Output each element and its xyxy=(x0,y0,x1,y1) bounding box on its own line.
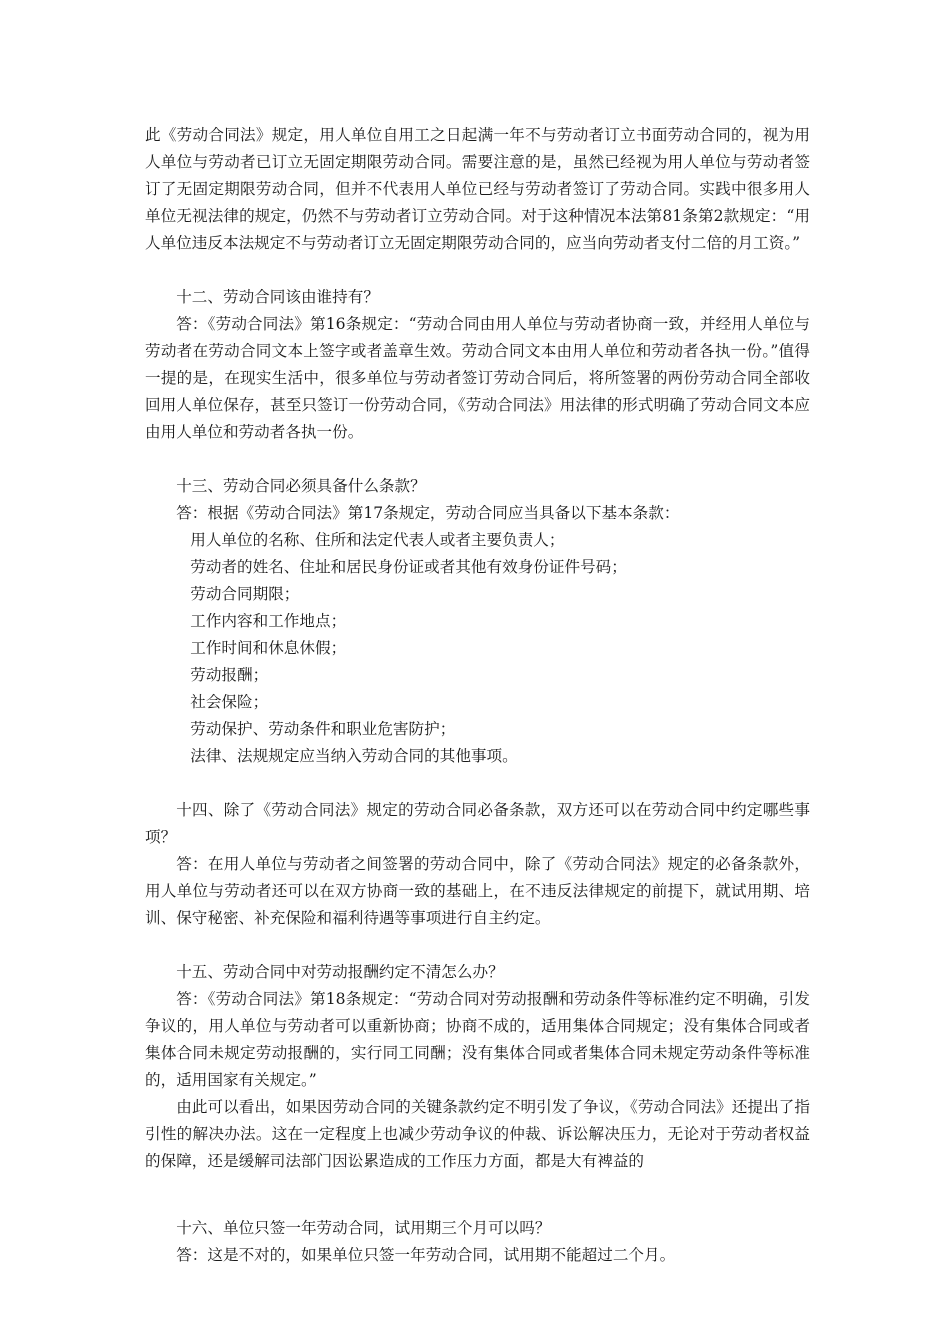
spacer xyxy=(145,932,810,959)
q13-clause-item: 用人单位的名称、住所和法定代表人或者主要负责人； xyxy=(190,531,565,549)
q13-clause-item: 工作时间和休息休假； xyxy=(190,639,347,657)
q13-clause-item: 劳动报酬； xyxy=(190,666,269,684)
q13-answer: 答：根据《劳动合同法》第17条规定，劳动合同应当具备以下基本条款： xyxy=(176,504,680,522)
q15-answer: 答：《劳动合同法》第18条规定：“劳动合同对劳动报酬和劳动条件等标准约定不明确，引发争议的，用人单位与劳动者可以重新协商；协商不成的，适用集体合同规定；没有集体合同或者集体合同未规定劳动报酬的，实行同工同酬；没有集体合同或者集体合同未规定劳动条件等标准的，适用国家有关规定。” xyxy=(145,990,810,1089)
q13-clause-item: 工作内容和工作地点； xyxy=(190,612,347,630)
q14-question: 十四、除了《劳动合同法》规定的劳动合同必备条款，双方还可以在劳动合同中约定哪些事项？ xyxy=(145,801,810,846)
document-page xyxy=(145,122,810,1269)
q13-clause-item: 法律、法规规定应当纳入劳动合同的其他事项。 xyxy=(190,747,518,765)
spacer xyxy=(145,770,810,797)
q13-clause-item: 劳动合同期限； xyxy=(190,585,300,603)
q13-clause-item: 社会保险； xyxy=(190,693,269,711)
q13-clause-item: 劳动保护、劳动条件和职业危害防护； xyxy=(190,720,456,738)
q16-answer: 答：这是不对的，如果单位只签一年劳动合同，试用期不能超过二个月。 xyxy=(176,1246,676,1264)
q14-answer: 答：在用人单位与劳动者之间签署的劳动合同中，除了《劳动合同法》规定的必备条款外，用人单位与劳动者还可以在双方协商一致的基础上，在不违反法律规定的前提下，就试用期、培训、保守秘密、补充保险和福利待遇等事项进行自主约定。 xyxy=(145,855,810,927)
q12-answer: 答：《劳动合同法》第16条规定：“劳动合同由用人单位与劳动者协商一致，并经用人单位与劳动者在劳动合同文本上签字或者盖章生效。劳动合同文本由用人单位和劳动者各执一份。”值得一提的是，在现实生活中，很多单位与劳动者签订劳动合同后，将所签署的两份劳动合同全部收回用人单位保存，甚至只签订一份劳动合同，《劳动合同法》用法律的形式明确了劳动合同文本应由用人单位和劳动者各执一份。 xyxy=(145,315,810,441)
spacer xyxy=(145,257,810,284)
q15-commentary: 由此可以看出，如果因劳动合同的关键条款约定不明引发了争议，《劳动合同法》还提出了指引性的解决办法。这在一定程度上也减少劳动争议的仲裁、诉讼解决压力，无论对于劳动者权益的保障，还是缓解司法部门因讼累造成的工作压力方面，都是大有裨益的 xyxy=(145,1098,810,1170)
q12-question: 十二、劳动合同该由谁持有？ xyxy=(176,288,379,306)
spacer xyxy=(145,446,810,473)
q13-question: 十三、劳动合同必须具备什么条款？ xyxy=(176,477,426,495)
q16-question: 十六、单位只签一年劳动合同，试用期三个月可以吗？ xyxy=(176,1219,551,1237)
intro-paragraph: 此《劳动合同法》规定，用人单位自用工之日起满一年不与劳动者订立书面劳动合同的，视为用人单位与劳动者已订立无固定期限劳动合同。需要注意的是，虽然已经视为用人单位与劳动者签订了无固定期限劳动合同，但并不代表用人单位已经与劳动者签订了劳动合同。实践中很多用人单位无视法律的规定，仍然不与劳动者订立劳动合同。对于这种情况本法第81条第2款规定：“用人单位违反本法规定不与劳动者订立无固定期限劳动合同的，应当向劳动者支付二倍的月工资。” xyxy=(145,126,810,252)
q15-question: 十五、劳动合同中对劳动报酬约定不清怎么办？ xyxy=(176,963,504,981)
spacer xyxy=(145,1175,810,1215)
q13-clause-item: 劳动者的姓名、住址和居民身份证或者其他有效身份证件号码； xyxy=(190,558,627,576)
